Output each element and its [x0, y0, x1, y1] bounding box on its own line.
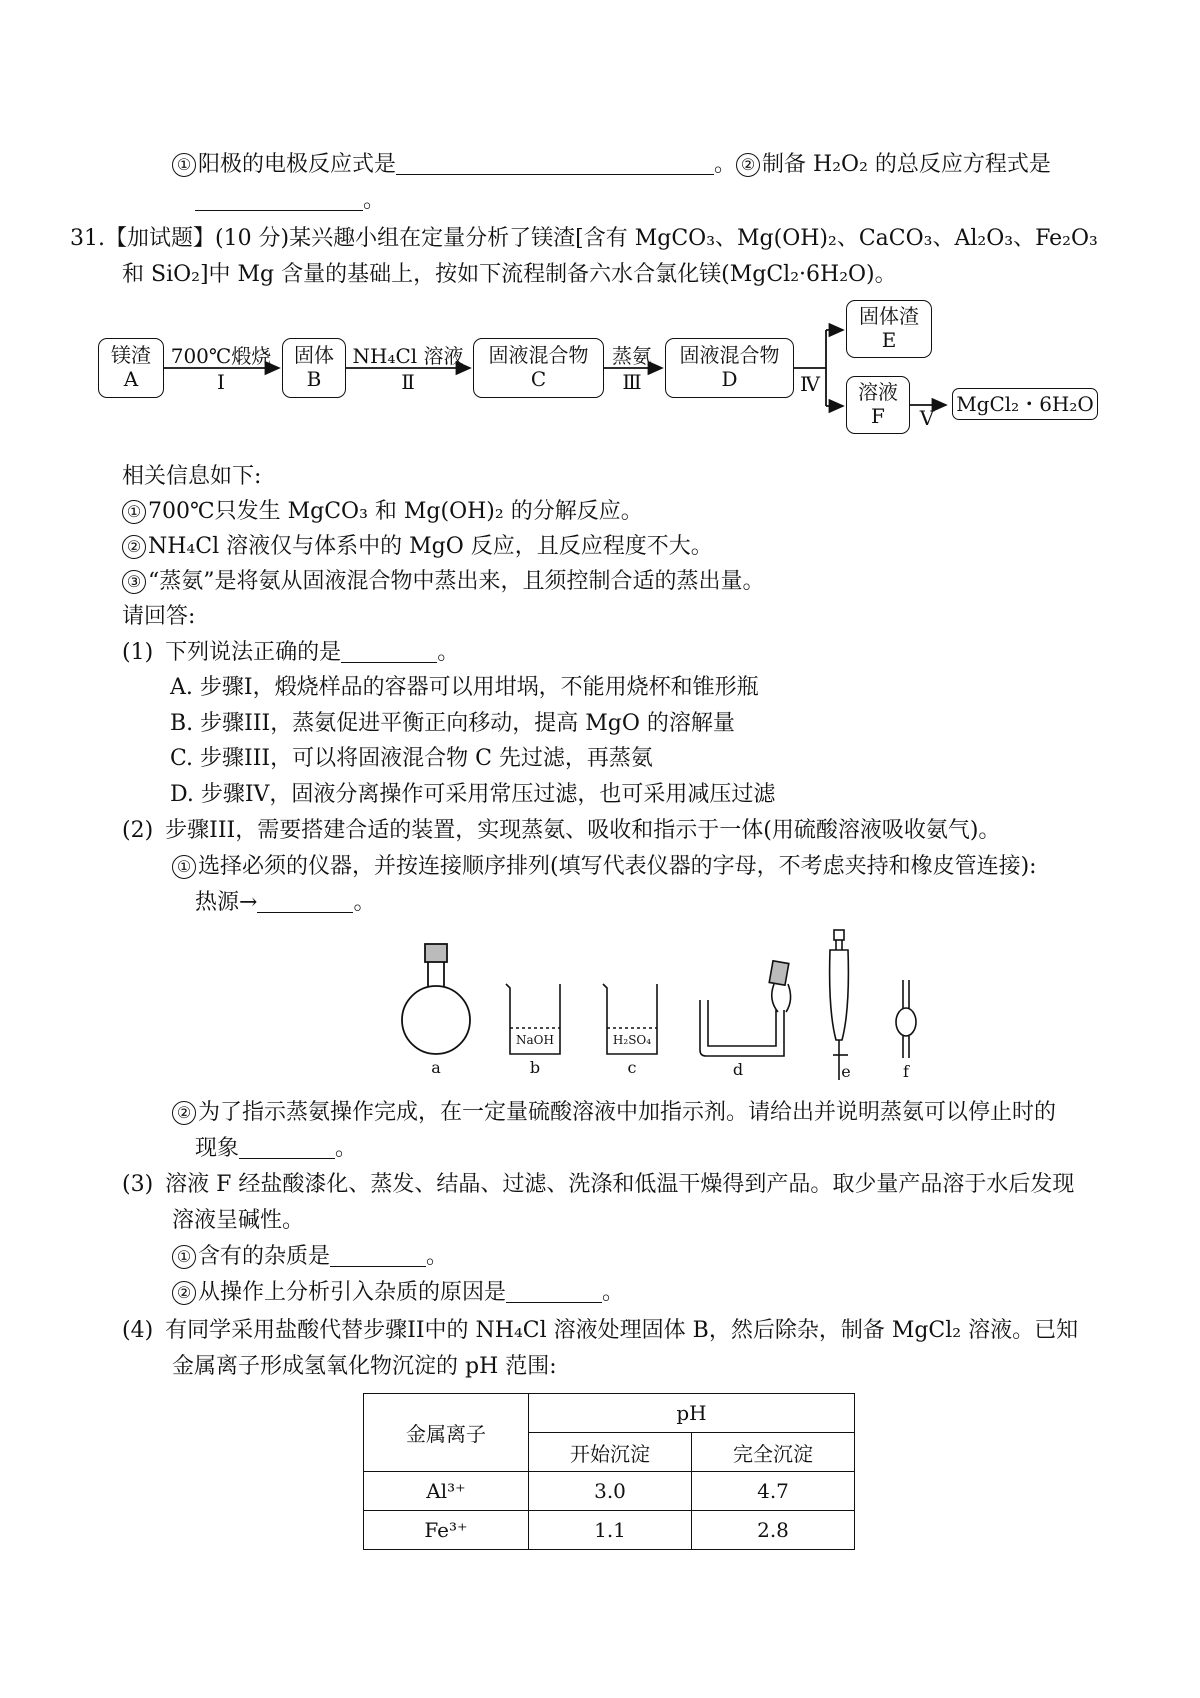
q31-heading-2: 和 SiO₂]中 Mg 含量的基础上，按如下流程制备六水合氯化镁(MgCl₂·6H₂O)。: [122, 262, 897, 287]
ask-line: 请回答:: [122, 604, 196, 629]
table-row: Fe³⁺ 1.1 2.8: [364, 1511, 855, 1550]
circle-number: ③: [122, 570, 146, 594]
table-header-start: 开始沉淀: [529, 1433, 692, 1472]
table-header-full: 完全沉淀: [692, 1433, 855, 1472]
reagent-label-h2so4: H₂SO₄: [612, 1033, 652, 1047]
ph-table: [363, 1393, 855, 1550]
bulb-tube-icon: [896, 980, 916, 1058]
step-3-roman: Ⅲ: [622, 370, 642, 394]
circle-number: ①: [122, 500, 146, 524]
apparatus-label-c: c: [627, 1058, 637, 1077]
q1-option-b: B. 步骤III，蒸氨促进平衡正向移动，提高 MgO 的溶解量: [170, 711, 735, 736]
step-1-label: 700℃煅烧: [170, 344, 272, 368]
flow-box-d: 固液混合物 D: [665, 338, 794, 398]
circle-number: ①: [172, 1245, 196, 1269]
step-3-label: 蒸氨: [612, 344, 652, 368]
prev-line-2: 。: [195, 186, 385, 216]
step-5-roman: Ⅴ: [919, 406, 935, 430]
step-1-roman: Ⅰ: [217, 370, 225, 394]
flow-box-f: 溶液 F: [846, 376, 910, 434]
flow-box-product: MgCl₂・6H₂O: [952, 388, 1098, 420]
q3-sub-2: ② 从操作上分析引入杂质的原因是 。: [172, 1278, 624, 1308]
apparatus-label-d: d: [732, 1060, 744, 1079]
q1-option-c: C. 步骤III，可以将固液混合物 C 先过滤，再蒸氨: [170, 746, 653, 771]
apparatus-label-b: b: [529, 1058, 541, 1077]
bent-tube-icon: [700, 961, 791, 1056]
circle-number: ①: [172, 855, 196, 879]
q2-sub-2: ② 为了指示蒸氨操作完成，在一定量硫酸溶液中加指示剂。请给出并说明蒸氨可以停止时的: [172, 1098, 1056, 1128]
step-2-roman: Ⅱ: [401, 370, 415, 394]
flow-box-c: 固液混合物 C: [473, 338, 604, 398]
round-flask-icon: [402, 944, 470, 1054]
q2-sub-1b: 热源→ 。: [195, 890, 376, 915]
reagent-label-naoh: NaOH: [516, 1033, 554, 1047]
q2-sub-2b: 现象 。: [195, 1136, 358, 1161]
flow-box-b: 固体 B: [282, 338, 346, 398]
q1-option-d: D. 步骤IV，固液分离操作可采用常压过滤，也可采用减压过滤: [170, 782, 776, 807]
apparatus-label-f: f: [903, 1062, 909, 1081]
q3-sub-1: ① 含有的杂质是 。: [172, 1242, 448, 1272]
step-4-roman: Ⅳ: [800, 372, 820, 396]
step-2-label: NH₄Cl 溶液: [352, 344, 464, 368]
circle-number: ②: [172, 1101, 196, 1125]
separatory-funnel-icon: [830, 930, 849, 1080]
table-row: Al³⁺ 3.0 4.7: [364, 1472, 855, 1511]
info-item-2: ② NH₄Cl 溶液仅与体系中的 MgO 反应，且反应程度不大。: [122, 532, 713, 562]
q31-heading-1: 31.【加试题】(10 分)某兴趣小组在定量分析了镁渣[含有 MgCO₃、Mg(OH)₂、CaCO₃、Al₂O₃、Fe₂O₃: [70, 226, 1098, 251]
circle-number: ②: [172, 1281, 196, 1305]
q3-stem-2: 溶液呈碱性。: [172, 1208, 305, 1233]
flow-box-e: 固体渣 E: [846, 300, 932, 358]
answer-blank[interactable]: [239, 1136, 335, 1159]
q2-stem: (2) 步骤III，需要搭建合适的装置，实现蒸氨、吸收和指示于一体(用硫酸溶液吸收氨气)。: [122, 818, 1001, 843]
circle-number: ②: [736, 153, 760, 177]
flow-box-a: 镁渣 A: [98, 338, 164, 398]
q1-stem: (1) 下列说法正确的是 。: [122, 640, 460, 665]
q4-stem-1: (4) 有同学采用盐酸代替步骤II中的 NH₄Cl 溶液处理固体 B，然后除杂，制备 MgCl₂ 溶液。已知: [122, 1318, 1079, 1343]
q1-option-a: A. 步骤I，煅烧样品的容器可以用坩埚，不能用烧杯和锥形瓶: [170, 675, 759, 700]
answer-blank[interactable]: [330, 1244, 426, 1267]
q2-sub-1: ① 选择必须的仪器，并按连接顺序排列(填写代表仪器的字母，不考虑夹持和橡皮管连接):: [172, 852, 1037, 882]
answer-blank[interactable]: [506, 1280, 602, 1303]
prev-line-1: ① 阳极的电极反应式是 。 ② 制备 H₂O₂ 的总反应方程式是: [172, 150, 1051, 180]
q4-stem-2: 金属离子形成氢氧化物沉淀的 pH 范围:: [172, 1354, 557, 1379]
table-header-ion: 金属离子: [364, 1394, 529, 1472]
table-header-ph: pH: [529, 1394, 855, 1433]
info-title: 相关信息如下:: [122, 464, 262, 489]
apparatus-label-a: a: [431, 1058, 441, 1077]
circle-number: ①: [172, 153, 196, 177]
apparatus-label-e: e: [841, 1062, 851, 1081]
info-item-3: ③ “蒸氨”是将氨从固液混合物中蒸出来，且须控制合适的蒸出量。: [122, 567, 765, 597]
info-item-1: ① 700℃只发生 MgCO₃ 和 Mg(OH)₂ 的分解反应。: [122, 497, 643, 527]
circle-number: ②: [122, 535, 146, 559]
q3-stem-1: (3) 溶液 F 经盐酸漆化、蒸发、结晶、过滤、洗涤和低温干燥得到产品。取少量产品溶于水后发现: [122, 1172, 1075, 1197]
